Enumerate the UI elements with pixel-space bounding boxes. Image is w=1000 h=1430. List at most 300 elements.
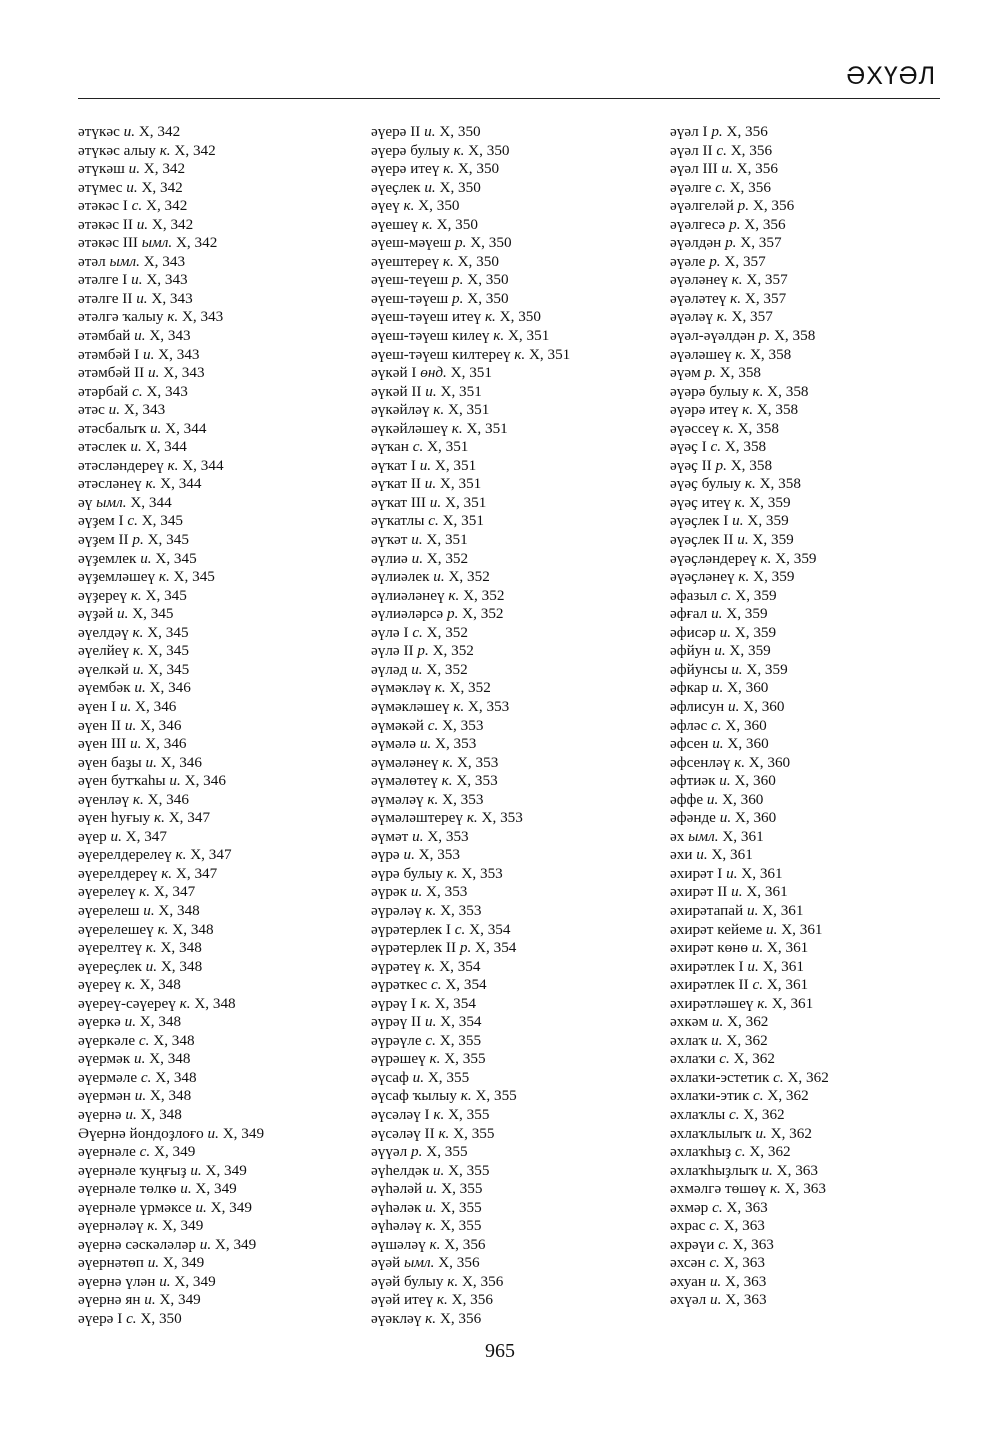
grammar-label: с. (711, 716, 722, 734)
headword: әүрәтеү (371, 957, 421, 975)
index-entry (670, 809, 960, 828)
headword: әүернәле (78, 1143, 136, 1161)
headword: әүернә сәскәләләр (78, 1235, 196, 1253)
volume-page-ref: Х, 354 (475, 939, 517, 957)
grammar-label: к. (145, 939, 157, 957)
index-entry (371, 568, 661, 587)
volume-page-ref: Х, 349 (222, 1124, 265, 1142)
grammar-label: и. (412, 827, 424, 845)
headword: әфсенләү (670, 753, 731, 771)
headword: әхмәлгә төшөү (670, 1180, 767, 1198)
headword: әтәкәс III (78, 234, 138, 252)
grammar-label: и. (132, 660, 145, 678)
index-entry (371, 939, 661, 958)
headword: әүәҫ итеү (670, 493, 731, 511)
volume-page-ref: Х, 346 (160, 753, 202, 771)
headword: әүелдәү (78, 623, 129, 641)
volume-page-ref: Х, 351 (440, 382, 482, 400)
grammar-label: к. (769, 1180, 781, 1198)
grammar-label: р. (452, 271, 464, 289)
headword: әүәҫләнеү (670, 568, 735, 586)
grammar-label: р. (459, 939, 472, 957)
index-entry (670, 420, 960, 439)
grammar-label: р. (729, 215, 741, 233)
index-entry (670, 772, 960, 791)
headword: әүәҫләндереү (670, 549, 757, 567)
headword: әүәҫ I (670, 438, 707, 456)
volume-page-ref: Х, 359 (729, 642, 771, 660)
volume-page-ref: Х, 349 (195, 1180, 237, 1198)
headword: әтүмес (78, 178, 123, 196)
index-entry (371, 308, 661, 327)
volume-page-ref: Х, 342 (143, 160, 186, 178)
grammar-label: р. (711, 123, 723, 140)
volume-page-ref: Х, 351 (439, 475, 482, 493)
index-entry (670, 605, 960, 624)
headword: әхсән (670, 1254, 706, 1272)
grammar-label: к. (158, 568, 170, 586)
headword: әтәсләндереү (78, 456, 164, 474)
headword: әүәҫлек II (670, 531, 734, 549)
grammar-label: ымл. (96, 493, 127, 511)
volume-page-ref: Х, 357 (746, 271, 788, 289)
headword: әүәләтеү (670, 289, 727, 307)
headword: әтәмбәй I (78, 345, 140, 363)
volume-page-ref: Х, 351 (442, 512, 484, 530)
index-entry (371, 624, 661, 643)
volume-page-ref: Х, 350 (499, 308, 541, 326)
index-entry (78, 197, 358, 216)
headword: әтәкәс II (78, 215, 133, 233)
headword: әфазыл (670, 586, 718, 604)
headword: әүәләнеү (670, 271, 728, 289)
index-entry (371, 772, 661, 791)
index-entry (78, 921, 358, 940)
headword: әфәнде (670, 809, 716, 827)
grammar-label: к. (734, 493, 746, 511)
volume-page-ref: Х, 353 (418, 846, 460, 864)
volume-page-ref: Х, 359 (775, 549, 817, 567)
index-entry (371, 717, 661, 736)
headword: Әүернә йондоҙлоғо (78, 1124, 204, 1142)
volume-page-ref: Х, 362 (733, 1050, 775, 1068)
volume-page-ref: Х, 357 (731, 308, 773, 326)
grammar-label: к. (424, 957, 436, 975)
volume-page-ref: Х, 349 (174, 1272, 216, 1290)
grammar-label: с. (718, 1235, 729, 1253)
headword: әтәрбай (78, 382, 129, 400)
headword: әүкәй I (371, 364, 417, 382)
index-entry (78, 531, 358, 550)
headword: әүеш-тәүеш (371, 289, 449, 307)
index-entry (371, 1310, 661, 1329)
index-entry (670, 661, 960, 680)
grammar-label: с. (132, 382, 143, 400)
grammar-label: р. (704, 364, 716, 382)
volume-page-ref: Х, 354 (434, 994, 476, 1012)
headword: әүәләү (670, 308, 713, 326)
volume-page-ref: Х, 342 (145, 197, 188, 215)
grammar-label: к. (466, 809, 478, 827)
index-entry (78, 1254, 358, 1273)
headword: әх (670, 827, 685, 845)
index-entry (78, 1032, 358, 1051)
volume-page-ref: Х, 361 (741, 864, 783, 882)
grammar-label: к. (443, 160, 455, 178)
index-entry (670, 271, 960, 290)
grammar-label: к. (425, 1310, 437, 1327)
grammar-label: к. (147, 1217, 159, 1235)
volume-page-ref: Х, 351 (448, 401, 490, 419)
volume-page-ref: Х, 360 (748, 753, 791, 771)
volume-page-ref: Х, 356 (439, 1310, 482, 1327)
headword: әүәл I (670, 123, 708, 140)
headword: әүҙереү (78, 586, 128, 604)
volume-page-ref: Х, 353 (435, 735, 477, 753)
grammar-label: и. (169, 772, 181, 790)
volume-page-ref: Х, 350 (467, 271, 509, 289)
headword: әүеү (371, 197, 400, 215)
volume-page-ref: Х, 349 (214, 1235, 257, 1253)
headword: әүерелдерелеү (78, 846, 172, 864)
index-entry (670, 1069, 960, 1088)
volume-page-ref: Х, 350 (467, 289, 509, 307)
grammar-label: и. (180, 1180, 192, 1198)
volume-page-ref: Х, 355 (426, 1143, 468, 1161)
headword: әүрәләү (371, 901, 422, 919)
volume-page-ref: Х, 363 (725, 1272, 767, 1290)
index-entry (371, 1013, 661, 1032)
index-entry (670, 1217, 960, 1236)
index-entry (371, 1291, 661, 1310)
volume-page-ref: Х, 345 (147, 531, 189, 549)
volume-page-ref: Х, 358 (719, 364, 762, 382)
index-entry (78, 457, 358, 476)
headword: әүермән (78, 1087, 131, 1105)
index-entry (670, 327, 960, 346)
volume-page-ref: Х, 357 (724, 252, 766, 270)
grammar-label: и. (136, 289, 148, 307)
index-entry (371, 1236, 661, 1255)
volume-page-ref: Х, 343 (149, 327, 191, 345)
index-entry (670, 865, 960, 884)
index-entry (371, 921, 661, 940)
volume-page-ref: Х, 356 (451, 1291, 493, 1309)
volume-page-ref: Х, 361 (766, 976, 809, 994)
index-entry (78, 902, 358, 921)
grammar-label: к. (436, 1291, 448, 1309)
index-entry (371, 179, 661, 198)
volume-page-ref: Х, 355 (440, 1198, 482, 1216)
volume-page-ref: Х, 354 (439, 957, 481, 975)
volume-page-ref: Х, 362 (726, 1031, 768, 1049)
grammar-label: и. (755, 1124, 767, 1142)
grammar-label: и. (126, 178, 138, 196)
index-entry (670, 438, 960, 457)
headword: әхирәтләшеү (670, 994, 754, 1012)
grammar-label: к. (757, 994, 769, 1012)
index-entry (78, 958, 358, 977)
grammar-label: к. (752, 382, 764, 400)
volume-page-ref: Х, 356 (461, 1272, 504, 1290)
index-entry (78, 290, 358, 309)
headword: әүлә II (371, 642, 414, 660)
headword: әүләд (371, 660, 408, 678)
grammar-label: с. (716, 141, 727, 159)
headword: әүернә (78, 1105, 122, 1123)
volume-page-ref: Х, 363 (725, 1291, 767, 1309)
volume-page-ref: Х, 347 (168, 809, 211, 827)
volume-page-ref: Х, 348 (160, 957, 203, 975)
grammar-label: и. (721, 160, 733, 178)
headword: әүрәтерлек I (371, 920, 451, 938)
headword: әүкәй II (371, 382, 422, 400)
headword: әфләс (670, 716, 708, 734)
index-entry (670, 976, 960, 995)
volume-page-ref: Х, 362 (767, 1087, 809, 1105)
grammar-label: и. (412, 1068, 425, 1086)
grammar-label: к. (425, 901, 437, 919)
volume-page-ref: Х, 361 (771, 994, 814, 1012)
grammar-label: к. (425, 1217, 437, 1235)
headword: әү (78, 493, 93, 511)
headword: әтүкәш (78, 160, 125, 178)
grammar-label: и. (148, 364, 160, 382)
headword: әфтиәк (670, 772, 716, 790)
volume-page-ref: Х, 346 (145, 735, 187, 753)
index-entry (670, 1291, 960, 1310)
index-entry (371, 253, 661, 272)
index-entry (670, 1050, 960, 1069)
headword: әхуан (670, 1272, 707, 1290)
index-entry (670, 494, 960, 513)
index-entry (670, 216, 960, 235)
index-entry (78, 364, 358, 383)
headword: әхлаҡлы (670, 1105, 726, 1123)
volume-page-ref: Х, 351 (444, 493, 487, 511)
grammar-label: өнд. (420, 364, 447, 382)
headword: әүернәләү (78, 1217, 144, 1235)
headword: әүрәүле (371, 1031, 422, 1049)
headword: әүүәл (371, 1143, 408, 1161)
grammar-label: и. (131, 271, 143, 289)
grammar-label: и. (425, 382, 437, 400)
index-entry (78, 661, 358, 680)
volume-page-ref: Х, 356 (730, 141, 773, 159)
index-entry (78, 308, 358, 327)
volume-page-ref: Х, 350 (436, 215, 478, 233)
grammar-label: к. (429, 1050, 441, 1068)
headword: әүсаф (371, 1068, 409, 1086)
index-entry (670, 179, 960, 198)
grammar-label: и. (134, 327, 146, 345)
headword: әүҡат I (371, 456, 416, 474)
volume-page-ref: Х, 348 (153, 1031, 195, 1049)
grammar-label: и. (124, 1013, 136, 1031)
grammar-label: и. (419, 456, 432, 474)
grammar-label: и. (410, 883, 423, 901)
headword: әүерелеү (78, 883, 136, 901)
index-entry (371, 1273, 661, 1292)
headword: әүлиәләрсә (371, 605, 444, 623)
headword: әүрәтерлек II (371, 939, 457, 957)
volume-page-ref: Х, 362 (770, 1124, 812, 1142)
grammar-label: с. (412, 438, 424, 456)
grammar-label: к. (132, 623, 144, 641)
volume-page-ref: Х, 342 (138, 123, 181, 140)
index-entry (371, 457, 661, 476)
volume-page-ref: Х, 362 (787, 1068, 829, 1086)
headword: әүен I (78, 697, 117, 715)
index-entry (371, 809, 661, 828)
volume-page-ref: Х, 342 (141, 178, 183, 196)
grammar-label: ымл. (688, 827, 719, 845)
grammar-label: с. (126, 1310, 137, 1327)
volume-page-ref: Х, 362 (743, 1105, 785, 1123)
grammar-label: с. (140, 1068, 152, 1086)
volume-page-ref: Х, 344 (165, 419, 207, 437)
grammar-label: к. (716, 308, 728, 326)
grammar-label: к. (179, 994, 191, 1012)
volume-page-ref: Х, 355 (441, 1180, 483, 1198)
headword: әүҡат II (371, 475, 421, 493)
index-entry (78, 123, 358, 142)
headword: әүрәү I (371, 994, 417, 1012)
volume-page-ref: Х, 347 (175, 864, 218, 882)
index-entry (78, 642, 358, 661)
grammar-label: к. (735, 345, 747, 363)
index-entry (78, 179, 358, 198)
volume-page-ref: Х, 350 (439, 178, 481, 196)
volume-page-ref: Х, 353 (467, 697, 510, 715)
grammar-label: и. (432, 1161, 445, 1179)
grammar-label: к. (403, 197, 415, 215)
grammar-label: и. (696, 846, 708, 864)
volume-page-ref: Х, 361 (722, 827, 764, 845)
index-entry (670, 587, 960, 606)
index-entry (371, 735, 661, 754)
index-entry (78, 327, 358, 346)
headword: әхлаҡһыҙлыҡ (670, 1161, 758, 1179)
index-entry (78, 216, 358, 235)
headword: әхлаҡһыҙ (670, 1143, 732, 1161)
grammar-label: и. (746, 901, 759, 919)
volume-page-ref: Х, 359 (735, 586, 777, 604)
grammar-label: к. (447, 1272, 459, 1290)
volume-page-ref: Х, 356 (744, 215, 786, 233)
headword: әүәй итеү (371, 1291, 434, 1309)
index-entry (670, 791, 960, 810)
grammar-label: и. (149, 419, 162, 437)
headword: әүсәләү I (371, 1105, 430, 1123)
grammar-label: и. (714, 642, 726, 660)
grammar-label: и. (147, 1254, 160, 1272)
volume-page-ref: Х, 349 (159, 1291, 201, 1309)
volume-page-ref: Х, 355 (453, 1124, 495, 1142)
grammar-label: с. (138, 1031, 150, 1049)
grammar-label: к. (124, 976, 136, 994)
headword: әүен һуғыу (78, 809, 151, 827)
index-entry (78, 475, 358, 494)
index-entry (371, 216, 661, 235)
volume-page-ref: Х, 361 (766, 939, 809, 957)
index-entry (670, 624, 960, 643)
index-entry (78, 346, 358, 365)
index-entry (78, 1106, 358, 1125)
headword: әүер (78, 827, 107, 845)
headword: әүернә үлән (78, 1272, 156, 1290)
volume-page-ref: Х, 360 (727, 679, 769, 697)
grammar-label: к. (427, 790, 439, 808)
grammar-label: к. (451, 419, 463, 437)
headword: әүереү-сәүереү (78, 994, 176, 1012)
volume-page-ref: Х, 351 (466, 419, 508, 437)
volume-page-ref: Х, 343 (163, 364, 205, 382)
grammar-label: к. (493, 327, 505, 345)
headword: әүәл III (670, 160, 718, 178)
grammar-label: р. (446, 605, 459, 623)
grammar-label: к. (145, 475, 157, 493)
grammar-label: с. (715, 178, 726, 196)
volume-page-ref: Х, 353 (427, 827, 469, 845)
headword: әтәл (78, 252, 106, 270)
headword: әфкар (670, 679, 709, 697)
grammar-label: и. (403, 846, 415, 864)
grammar-label: и. (731, 883, 743, 901)
index-entry (670, 308, 960, 327)
volume-page-ref: Х, 351 (528, 345, 571, 363)
headword: әүәҫ булыу (670, 475, 742, 493)
volume-page-ref: Х, 355 (440, 1217, 482, 1235)
headword: әтүкәс алыу (78, 141, 156, 159)
volume-page-ref: Х, 356 (736, 160, 778, 178)
grammar-label: и. (425, 1198, 437, 1216)
grammar-label: к. (442, 753, 454, 771)
index-entry (670, 642, 960, 661)
index-entry (670, 550, 960, 569)
headword: әтәсләнеү (78, 475, 142, 493)
index-entry (371, 976, 661, 995)
headword: әтәкәс I (78, 197, 128, 215)
headword: әүлиәлек (371, 568, 430, 586)
index-entry (78, 401, 358, 420)
headword: әтәмбай (78, 327, 131, 345)
index-entry (78, 735, 358, 754)
index-entry (670, 290, 960, 309)
volume-page-ref: Х, 351 (434, 456, 477, 474)
volume-page-ref: Х, 348 (149, 1087, 192, 1105)
grammar-label: и. (719, 772, 731, 790)
grammar-label: и. (711, 679, 724, 697)
grammar-label: с. (425, 1031, 436, 1049)
index-entry (371, 383, 661, 402)
headword: әүкәйләшеү (371, 419, 448, 437)
headword: әхирәт II (670, 883, 728, 901)
grammar-label: с. (709, 1217, 720, 1235)
headword: әтәс (78, 401, 105, 419)
headword: әүерелешеү (78, 920, 154, 938)
index-entry (78, 828, 358, 847)
headword: әүеш-мәүеш (371, 234, 452, 252)
headword: әүҡатлы (371, 512, 425, 530)
headword: әүерә итеү (371, 160, 440, 178)
index-entry (78, 865, 358, 884)
headword: әхкәм (670, 1013, 709, 1031)
index-column-2 (371, 123, 661, 1329)
headword: әхлаҡи-этик (670, 1087, 750, 1105)
index-entry (670, 1032, 960, 1051)
index-entry (78, 160, 358, 179)
